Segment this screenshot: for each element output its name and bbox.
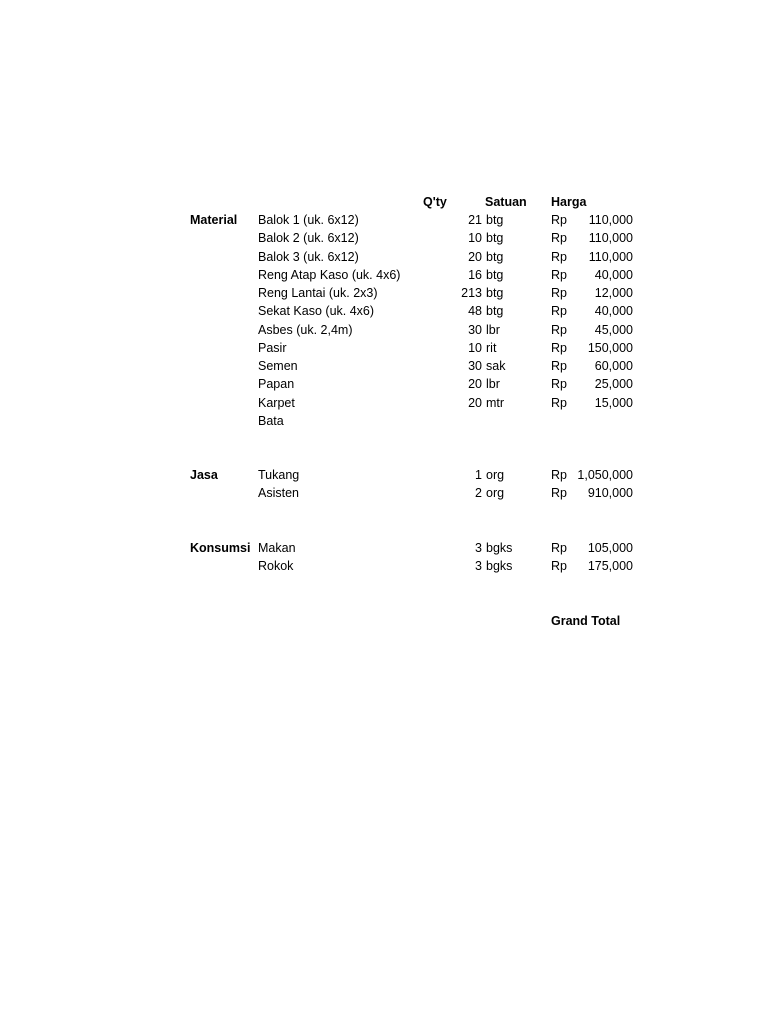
- item-unit: btg: [486, 231, 504, 245]
- item-price: 175,000: [587, 559, 633, 573]
- item-name: Sekat Kaso (uk. 4x6): [258, 304, 375, 318]
- item-price: 110,000: [588, 231, 633, 245]
- item-currency: Rp: [551, 231, 567, 245]
- item-unit: bgks: [486, 559, 513, 573]
- item-currency: Rp: [551, 396, 567, 410]
- item-unit: btg: [486, 250, 504, 264]
- item-qty: 2: [475, 486, 482, 500]
- item-name: Balok 1 (uk. 6x12): [258, 213, 359, 227]
- item-name: Makan: [258, 541, 296, 555]
- item-qty: 30: [468, 323, 482, 337]
- item-unit: org: [486, 486, 505, 500]
- item-currency: Rp: [551, 213, 567, 227]
- item-qty: 20: [468, 377, 482, 391]
- item-qty: 1: [475, 468, 482, 482]
- item-qty: 16: [468, 268, 482, 282]
- header-satuan: Satuan: [485, 195, 527, 209]
- item-currency: Rp: [551, 286, 567, 300]
- item-unit: lbr: [486, 323, 500, 337]
- item-name: Balok 3 (uk. 6x12): [258, 250, 359, 264]
- item-name: Karpet: [258, 396, 295, 410]
- item-unit: lbr: [486, 377, 500, 391]
- item-unit: btg: [486, 268, 504, 282]
- item-qty: 3: [475, 541, 482, 555]
- category-label: Jasa: [190, 468, 218, 482]
- item-qty: 213: [461, 286, 482, 300]
- item-name: Reng Atap Kaso (uk. 4x6): [258, 268, 401, 282]
- header-qty: Q'ty: [423, 195, 447, 209]
- grand-total-label: Grand Total: [551, 614, 621, 628]
- item-name: Pasir: [258, 341, 287, 355]
- item-price: 25,000: [594, 377, 633, 391]
- item-currency: Rp: [551, 486, 567, 500]
- item-qty: 20: [468, 396, 482, 410]
- item-price: 15,000: [594, 396, 633, 410]
- item-currency: Rp: [551, 250, 567, 264]
- item-price: 45,000: [594, 323, 633, 337]
- category-label: Material: [190, 213, 238, 227]
- header-harga: Harga: [551, 195, 587, 209]
- item-currency: Rp: [551, 559, 567, 573]
- item-price: 150,000: [587, 341, 633, 355]
- item-name: Rokok: [258, 559, 294, 573]
- item-currency: Rp: [551, 268, 567, 282]
- item-qty: 10: [468, 341, 482, 355]
- item-unit: bgks: [486, 541, 513, 555]
- item-name: Papan: [258, 377, 295, 391]
- item-price: 40,000: [594, 304, 633, 318]
- item-price: 110,000: [588, 213, 633, 227]
- item-qty: 20: [468, 250, 482, 264]
- item-price: 60,000: [594, 359, 633, 373]
- item-price: 105,000: [587, 541, 633, 555]
- item-unit: mtr: [486, 396, 505, 410]
- item-price: 40,000: [594, 268, 633, 282]
- item-currency: Rp: [551, 541, 567, 555]
- item-price: 12,000: [594, 286, 633, 300]
- item-qty: 3: [475, 559, 482, 573]
- item-name: Tukang: [258, 468, 300, 482]
- item-qty: 21: [468, 213, 482, 227]
- item-qty: 48: [468, 304, 482, 318]
- item-currency: Rp: [551, 359, 567, 373]
- item-name: Bata: [258, 414, 284, 428]
- item-name: Semen: [258, 359, 298, 373]
- item-unit: rit: [486, 341, 497, 355]
- item-qty: 30: [468, 359, 482, 373]
- item-currency: Rp: [551, 323, 567, 337]
- item-name: Balok 2 (uk. 6x12): [258, 231, 359, 245]
- item-unit: org: [486, 468, 505, 482]
- item-currency: Rp: [551, 377, 567, 391]
- item-unit: btg: [486, 286, 504, 300]
- item-qty: 10: [468, 231, 482, 245]
- item-price: 1,050,000: [577, 468, 633, 482]
- item-unit: sak: [486, 359, 506, 373]
- item-unit: btg: [486, 213, 504, 227]
- item-name: Asisten: [258, 486, 299, 500]
- item-price: 110,000: [588, 250, 633, 264]
- item-name: Reng Lantai (uk. 2x3): [258, 286, 378, 300]
- item-currency: Rp: [551, 304, 567, 318]
- item-currency: Rp: [551, 341, 567, 355]
- item-unit: btg: [486, 304, 504, 318]
- item-price: 910,000: [587, 486, 633, 500]
- category-label: Konsumsi: [190, 541, 251, 555]
- item-name: Asbes (uk. 2,4m): [258, 323, 353, 337]
- item-currency: Rp: [551, 468, 567, 482]
